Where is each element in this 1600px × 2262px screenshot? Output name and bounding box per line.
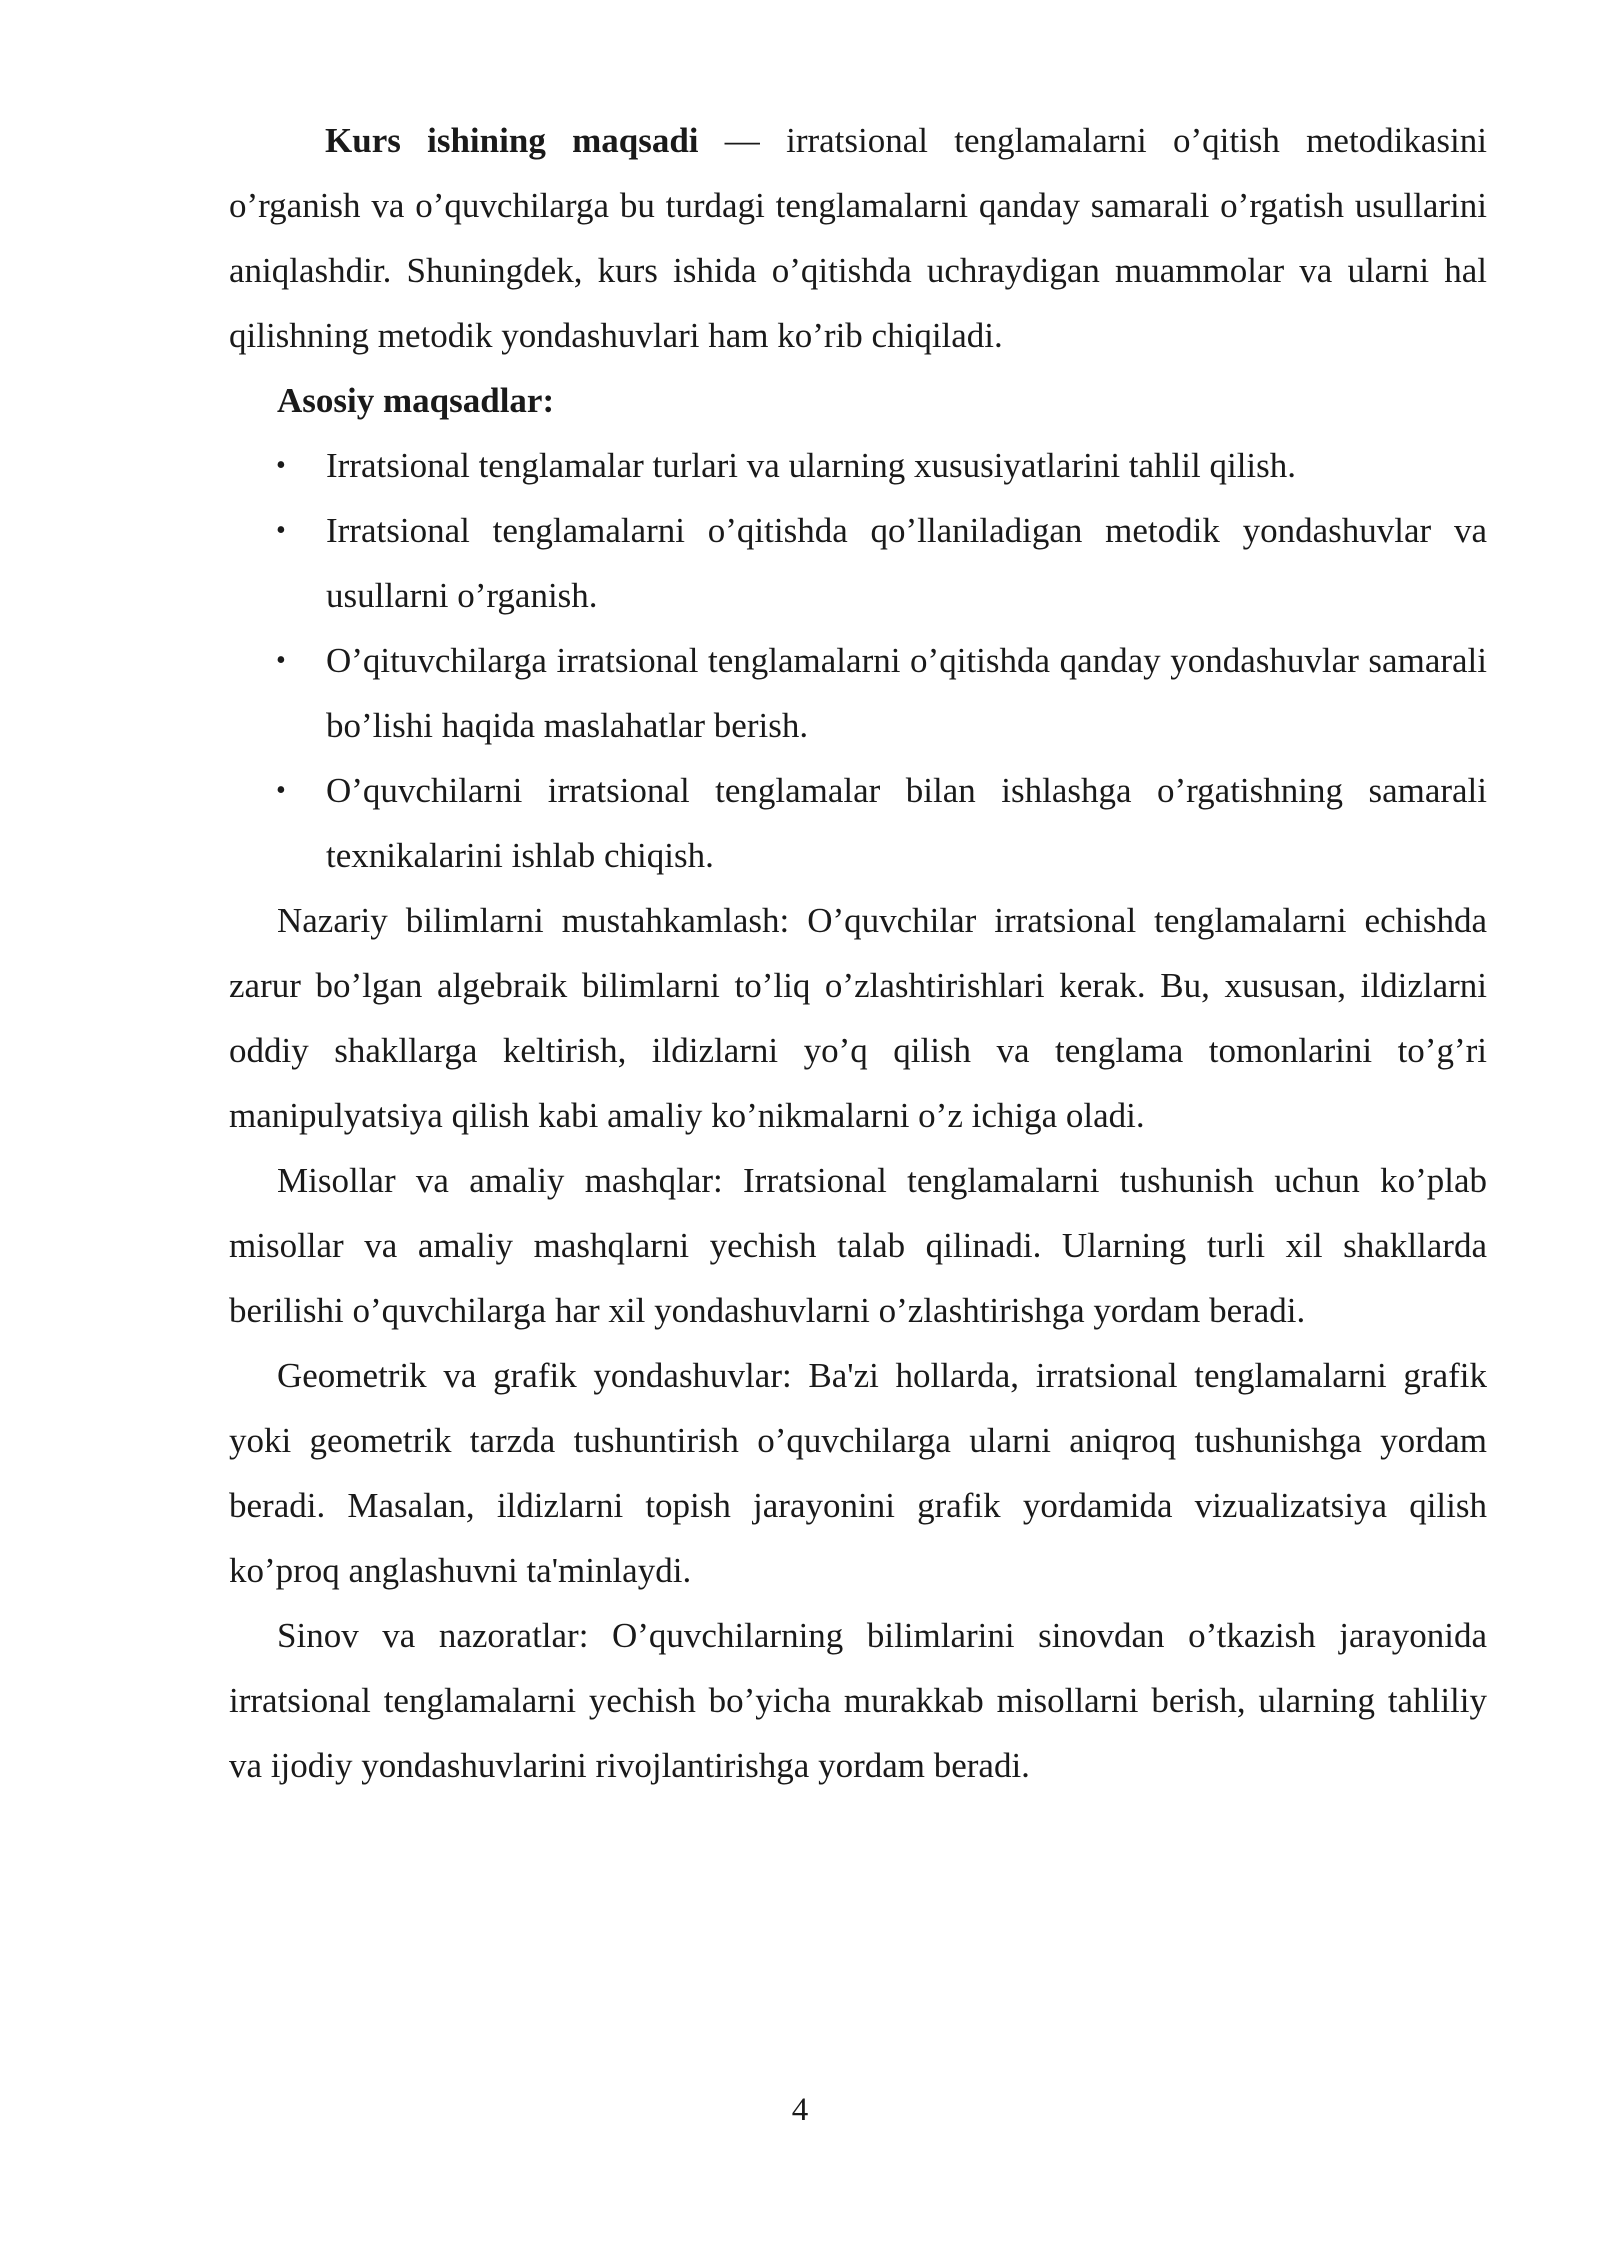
list-item-text: Irratsional tenglamalar turlari va ularning xususiyatlarini tahlil qilish. xyxy=(326,446,1297,485)
document-body xyxy=(229,108,1487,1798)
list-item xyxy=(276,498,1487,628)
list-item-text: O’quvchilarni irratsional tenglamalar bilan ishlashga o’rgatishning samarali texnikalarini ishlab chiqish. xyxy=(326,771,1487,875)
list-item-text: O’qituvchilarga irratsional tenglamalarni o’qitishda qanday yondashuvlar samarali bo’lishi haqida maslahatlar berish. xyxy=(326,641,1487,745)
list-item xyxy=(276,628,1487,758)
bullet-icon: • xyxy=(276,645,286,676)
intro-bold-lead: Kurs ishining maqsadi xyxy=(325,121,699,160)
list-item xyxy=(276,758,1487,888)
goals-heading: Asosiy maqsadlar: xyxy=(277,381,555,420)
goals-list xyxy=(229,433,1487,888)
paragraph-geometric: Geometrik va grafik yondashuvlar: Ba'zi hollarda, irratsional tenglamalarni grafik yoki geometrik tarzda tushuntirish o’quvchilarga ularni aniqroq tushunishga yordam beradi. Masalan, ildizlarni topish jarayonini grafik yordamida vizualizatsiya qilish ko’proq anglashuvni ta'minlaydi. xyxy=(229,1356,1487,1590)
intro-paragraph xyxy=(229,108,1487,368)
intro-text: — irratsional tenglamalarni o’qitish metodikasini o’rganish va o’quvchilarga bu turdagi tenglamalarni qanday samarali o’rgatish usullarini aniqlashdir. Shuningdek, kurs ishida o’qitishda uchraydigan muammolar va ularni hal qilishning metodik yondashuvlari ham ko’rib chiqiladi. xyxy=(229,121,1487,355)
paragraph-tests: Sinov va nazoratlar: O’quvchilarning bilimlarini sinovdan o’tkazish jarayonida irratsional tenglamalarni yechish bo’yicha murakkab misollarni berish, ularning tahliliy va ijodiy yondashuvlarini rivojlantirishga yordam beradi. xyxy=(229,1616,1487,1785)
paragraph-examples: Misollar va amaliy mashqlar: Irratsional tenglamalarni tushunish uchun ko’plab misollar va amaliy mashqlarni yechish talab qilinadi. Ularning turli xil shakllarda berilishi o’quvchilarga har xil yondashuvlarni o’zlashtirishga yordam beradi. xyxy=(229,1161,1487,1330)
bullet-icon: • xyxy=(276,515,286,546)
list-item-text: Irratsional tenglamalarni o’qitishda qo’llaniladigan metodik yondashuvlar va usullarni o’rganish. xyxy=(326,511,1487,615)
bullet-icon: • xyxy=(276,450,286,481)
list-item xyxy=(276,433,1487,498)
page-number: 4 xyxy=(791,2092,809,2128)
paragraph-theory: Nazariy bilimlarni mustahkamlash: O’quvchilar irratsional tenglamalarni echishda zarur bo’lgan algebraik bilimlarni to’liq o’zlashtirishlari kerak. Bu, xususan, ildizlarni oddiy shakllarga keltirish, ildizlarni yo’q qilish va tenglama tomonlarini to’g’ri manipulyatsiya qilish kabi amaliy ko’nikmalarni o’z ichiga oladi. xyxy=(229,901,1487,1135)
bullet-icon: • xyxy=(276,775,286,806)
